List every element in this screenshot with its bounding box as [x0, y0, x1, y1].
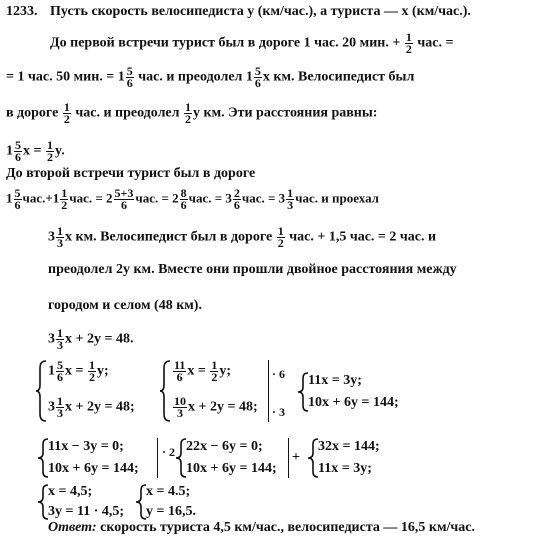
text-line-6: До второй встречи турист был в дороге — [6, 166, 256, 181]
multiplier-3: · 3 — [272, 405, 286, 419]
text-line-8: 3 $\frac{1}{3}$ x км. Велосипедист был в дороге $\frac{1}{2}$ час. + 1,5 час. = 2 час. и — [48, 224, 437, 250]
equation-line-11: 3 $\frac{1}{3}$ x + 2y = 48. — [48, 326, 134, 352]
equation-line-7: 1 $\frac{5}{6}$ час.+1 $\frac{1}{2}$ час. = 2 $\frac{5+3}{6}$ час. = 2 $\frac{8}{6}$ час. = 3 $\frac{2}{6}$ час. = 3 $\frac{1}{3}$ час. и проехал — [6, 186, 379, 212]
multiplier-bar-4 — [157, 438, 158, 478]
system-5: 22x − 6y = 0; 10x + 6y = 144; — [186, 439, 277, 476]
system-brace-1 — [36, 360, 48, 422]
system-6: 32x = 144; 11x = 3y; — [318, 439, 380, 476]
system-8: x = 4.5; y = 16,5. — [146, 484, 196, 519]
system-2: $\frac{11}{6}$ x = $\frac{1}{2}$ y; $\frac{10}{3}$ x + 2y = 48; — [174, 358, 258, 420]
equation-line-5: 1 $\frac{5}{6}$ x = $\frac{1}{2}$ y. — [6, 138, 65, 164]
text-line-1: Пусть скорость велосипедиста y (км/час.), а туриста — x (км/час.). — [50, 4, 471, 19]
multiplier-bar-2 — [268, 360, 269, 422]
text-line-3: = 1 час. 50 мин. = 1 $\frac{5}{6}$ час. и преодолел 1 $\frac{5}{6}$ x км. Велосипедист был — [6, 64, 415, 90]
system-1: 1 $\frac{5}{6}$ x = $\frac{1}{2}$ y; 3 $\frac{1}{3}$ x + 2y = 48; — [48, 358, 135, 420]
answer-line — [48, 520, 475, 536]
addition-bar-5 — [288, 438, 289, 478]
text-line-9: преодолел 2y км. Вместе они прошли двойное расстояния между — [48, 262, 457, 277]
problem-number: 1233. — [6, 4, 38, 19]
text-line-4: в дороге $\frac{1}{2}$ час. и преодолел $\frac{1}{2}$ y км. Эти расстояния равны: — [6, 100, 378, 126]
system-3: 11x = 3y; 10x + 6y = 144; — [308, 373, 399, 410]
answer-label: Ответ: — [48, 520, 97, 535]
system-brace-2 — [160, 360, 172, 422]
multiplier-6: · 6 — [272, 367, 286, 381]
text-line-10: городом и селом (48 км). — [48, 298, 202, 313]
multiplier-2: · 2 — [162, 445, 176, 459]
plus-sign: + — [292, 450, 300, 465]
text-line-2: До первой встречи турист был в дороге 1 час. 20 мин. + $\frac{1}{2}$ час. = — [50, 30, 454, 56]
fraction-half: $\frac{1}{2}$ — [405, 30, 412, 56]
system-7: x = 4,5; 3y = 11 · 4,5; — [48, 484, 125, 519]
answer-text: скорость туриста 4,5 км/час., велосипедиста — 16,5 км/час. — [96, 520, 475, 535]
system-4: 11x − 3y = 0; 10x + 6y = 144; — [48, 439, 139, 476]
